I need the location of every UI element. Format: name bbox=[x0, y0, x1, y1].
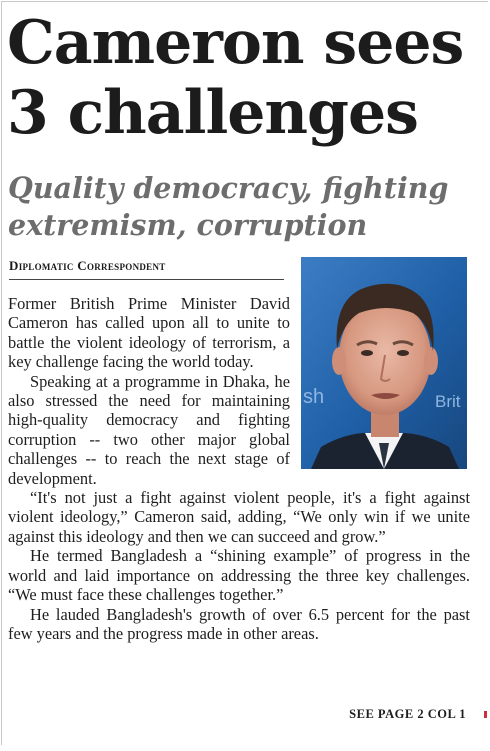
article-paragraph: He lauded Bangladesh's growth of over 6.5 percent for the past few years and the progress made in other areas. bbox=[8, 604, 470, 643]
accent-mark bbox=[484, 711, 487, 718]
continuation-link[interactable]: SEE PAGE 2 COL 1 bbox=[349, 707, 466, 721]
backdrop-text-left: sh bbox=[303, 386, 325, 408]
article-body bbox=[8, 294, 470, 643]
byline: Diplomatic Correspondent bbox=[9, 257, 284, 280]
headline: Cameron sees 3 challenges bbox=[7, 8, 464, 148]
article-paragraph: He termed Bangladesh a “shining example” of progress in the world and laid importance on addressing the three key challenges. “We must face these challenges together.” bbox=[8, 546, 470, 605]
subheadline: Quality democracy, fighting extremism, corruption bbox=[8, 171, 449, 242]
article-paragraph: Speaking at a programme in Dhaka, he also stressed the need for maintaining high-quality democracy and fighting corruption -- two other major global challenges -- to reach the next stage of development. bbox=[8, 371, 290, 488]
backdrop-text-right: Brit bbox=[435, 392, 461, 411]
article-paragraph: “It's not just a fight against violent people, it's a fight against violent ideology,” Cameron said, adding, “We only win if we unite against this ideology and then we can succeed and grow.” bbox=[8, 488, 470, 546]
article-paragraph: Former British Prime Minister David Cameron has called upon all to unite to battle the violent ideology of terrorism, a key challenge facing the world today. bbox=[8, 294, 290, 372]
